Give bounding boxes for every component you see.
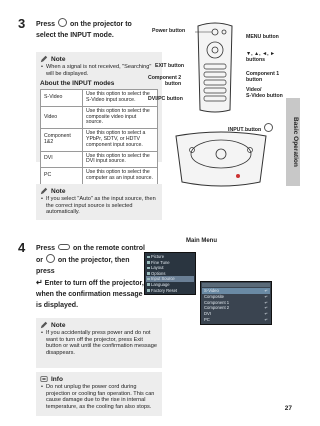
mode-name: PC [41,168,83,185]
input-source-option-label: PC [204,316,210,322]
main-menu-title: Main Menu [186,238,217,244]
modes-table-row [41,151,158,168]
enter-arrow-icon: ↵ [264,311,268,317]
note-heading: Note [36,318,162,330]
note-box-input-modes [36,52,162,181]
note-box-power [36,318,162,368]
step-4-number: 4 [18,240,26,255]
main-menu-item[interactable]: Input Source [146,276,194,282]
mode-description: Use this option to select the DVI input source. [83,151,158,168]
projector-panel-illustration [172,130,270,188]
note-box-auto [36,184,162,220]
pencil-icon [40,187,48,195]
main-menu-item[interactable]: Language [146,282,194,288]
pencil-icon [40,321,48,329]
step-3-instruction: Press on the projector to select the INPUT mode. [36,18,136,41]
mode-description: Use this option to select the computer as an input source. [83,168,158,185]
step-3-number: 3 [18,16,26,31]
main-menu-item[interactable]: Options [146,271,194,277]
section-side-tab-label: Basic Operation [292,117,299,167]
label-component2-button: Component 2 button [148,75,182,87]
enter-arrow-icon: ↵ [264,288,268,293]
label-video-button: Video/ S-Video button [246,87,283,99]
label-input-button: INPUT button [228,123,274,133]
pencil-icon [40,55,48,63]
label-menu-button: MENU button [246,34,279,40]
info-heading: Info [36,372,162,384]
note-item: • If you accidentally press power and do not want to turn off the projector, press Exit button or wait until the confirmation message disappears. [36,330,162,356]
mode-name: DVI [41,151,83,168]
label-component1-button: Component 1 button [246,71,280,83]
modes-table-row [41,90,158,107]
mode-description: Use this option to select the S-Video input source. [83,90,158,107]
mode-name: S-Video [41,90,83,107]
input-source-option-label: Component 1 [204,299,230,305]
input-source-option-label: DVI [204,311,211,317]
mode-description: Use this option to select a YPbPr, SDTV, or HDTV component input source. [83,129,158,151]
main-menu-item[interactable]: Fine Tune [146,260,194,266]
power-button-icon [58,244,70,250]
input-source-option-label: S-Video [204,288,219,293]
label-power-button: Power button [152,28,186,34]
input-button-icon [58,18,67,27]
mode-description: Use this option to select the composite video input source. [83,106,158,128]
mode-name: Component 1&2 [41,129,83,151]
modes-table-row [41,168,158,185]
label-dvipc-button: DVI/PC button [148,96,183,102]
info-item: • Do not unplug the power cord during projection or cooling fan operation. This can cause damage due to the rise in internal temperature, as the cooling fan also stops. [36,384,162,410]
enter-arrow-icon: ↵ [264,316,268,322]
main-menu-item[interactable]: Picture [146,254,194,260]
input-source-option-label: Composite [204,293,225,299]
enter-arrow-icon: ↵ [264,299,268,305]
note-item: • If you select "Auto" as the input source, then the correct input source is selected automatically. [36,196,162,216]
note-heading: Note [36,184,162,196]
submenu-header-bar [202,283,270,287]
modes-table-row [41,129,158,151]
main-menu-item[interactable]: Factory Reset [146,288,194,294]
note-heading: Note [36,52,162,64]
enter-arrow-icon: ↵ [36,278,43,287]
modes-table-row [41,106,158,128]
remote-control-illustration [194,22,236,114]
enter-arrow-icon: ↵ [264,305,268,311]
input-source-option-label: Component 2 [204,305,230,311]
info-box [36,372,162,416]
section-side-tab [286,98,300,186]
main-menu-panel [144,252,196,295]
info-icon [40,375,48,383]
input-source-submenu [200,281,272,325]
label-exit-button: EXIT button [155,63,185,69]
page-number: 27 [284,405,292,412]
input-source-option[interactable] [202,317,270,323]
power-button-icon [46,254,55,263]
label-arrow-buttons: ▼, ▲, ◄, ► buttons [246,51,276,63]
step-4-instruction: Press on the remote control or on the projector, then press ↵ Enter to turn off the projector, when the confirmation message is displayed. [36,245,145,309]
input-modes-table [40,89,158,185]
enter-arrow-icon: ↵ [264,293,268,299]
modes-heading: About the INPUT modes [40,80,115,88]
note-item: • When a signal is not received, "Searching" will be displayed. [36,64,162,77]
mode-name: Video [41,106,83,128]
main-menu-item[interactable]: Layout [146,265,194,271]
